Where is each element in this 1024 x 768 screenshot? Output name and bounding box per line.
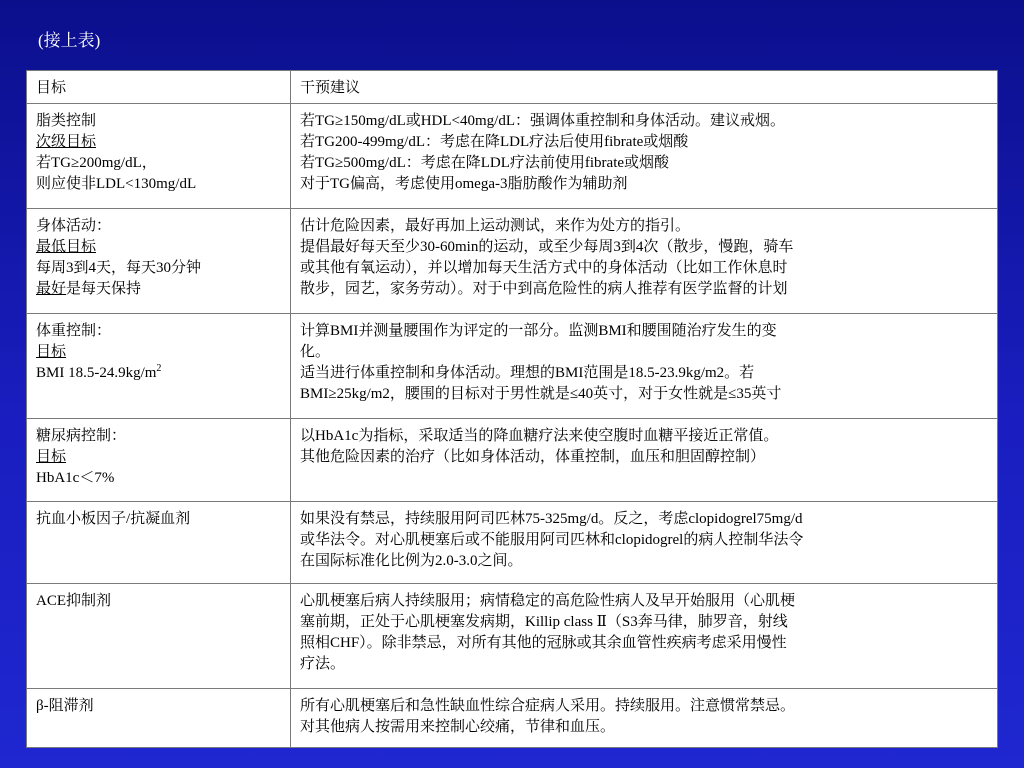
goal-line	[36, 111, 282, 132]
advice-line: 适当进行体重控制和身体活动。理想的BMI范围是18.5-23.9kg/m2。若	[300, 365, 755, 382]
advice-line: 在国际标准化比例为2.0-3.0之间。	[300, 552, 523, 569]
advice-line: 或其他有氧运动），并以增加每天生活方式中的身体活动（比如工作休息时	[300, 260, 788, 277]
goal-text: 抗血小板因子/抗凝血剂	[36, 510, 191, 527]
goal-text: ACE抑制剂	[36, 592, 112, 609]
goal-subheading: 最好	[36, 281, 67, 298]
goal-line	[36, 447, 282, 468]
goal-line	[36, 363, 282, 384]
goal-line	[36, 342, 282, 363]
goal-line	[36, 468, 282, 489]
goal-text: β-阻滞剂	[36, 697, 94, 714]
goal-line	[36, 426, 282, 447]
table-header-row	[27, 71, 998, 104]
advice-line: 化。	[300, 344, 331, 361]
goal-text: 若TG≥200mg/dL，	[36, 155, 157, 171]
advice-line: 计算BMI并测量腰围作为评定的一部分。监测BMI和腰围随治疗发生的变	[300, 323, 777, 340]
advice-line: 疗法。	[300, 655, 346, 672]
table-row	[27, 314, 998, 419]
goal-line	[36, 591, 282, 612]
table-row	[27, 104, 998, 209]
table-row	[27, 501, 998, 583]
advice-line: BMI≥25kg/m2，腰围的目标对于男性就是≤40英寸，对于女性就是≤35英寸	[300, 386, 782, 403]
goal-cell	[27, 314, 291, 419]
goal-text: 脂类控制	[36, 113, 97, 129]
advice-line: 若TG≥500mg/dL：考虑在降LDL疗法前使用fibrate或烟酸	[300, 155, 670, 171]
goal-line	[36, 321, 282, 342]
goal-cell	[27, 501, 291, 583]
advice-line: 对其他病人按需用来控制心绞痛，节律和血压。	[300, 718, 616, 735]
advice-line: 以HbA1c为指标，采取适当的降血糖疗法来使空腹时血糖平接近正常值。	[300, 428, 779, 445]
advice-cell	[291, 314, 998, 419]
advice-cell	[291, 583, 998, 688]
advice-line: 照相CHF）。除非禁忌，对所有其他的冠脉或其余血管性疾病考虑采用慢性	[300, 634, 787, 651]
header-advice: 干预建议	[291, 71, 998, 104]
goal-text: 体重控制：	[36, 323, 112, 340]
advice-line: 心肌梗塞后病人持续服用；病情稳定的高危险性病人及早开始服用（心肌梗	[300, 592, 796, 609]
table-row	[27, 209, 998, 314]
advice-cell	[291, 209, 998, 314]
table-row	[27, 583, 998, 688]
goal-subheading: 目标	[36, 449, 67, 466]
goal-text: 每周3到4天，每天30分钟	[36, 260, 202, 277]
goal-line	[36, 509, 282, 530]
advice-cell	[291, 419, 998, 501]
advice-line: 散步，园艺，家务劳动）。对于中到高危险性的病人推荐有医学监督的计划	[300, 281, 788, 298]
advice-line: 塞前期，正处于心肌梗塞发病期，Killip class Ⅱ（S3奔马律，肺罗音，射线	[300, 613, 788, 630]
table-row	[27, 688, 998, 747]
goal-cell	[27, 104, 291, 209]
page-title: (接上表)	[38, 31, 101, 50]
goal-cell	[27, 419, 291, 501]
goal-line	[36, 696, 282, 717]
goal-text: HbA1c＜7%	[36, 470, 115, 487]
advice-line: 所有心肌梗塞后和急性缺血性综合症病人采用。持续服用。注意惯常禁忌。	[300, 697, 796, 714]
advice-cell	[291, 688, 998, 747]
goal-line	[36, 132, 282, 153]
goal-line	[36, 216, 282, 237]
header-goal: 目标	[27, 71, 291, 104]
goal-text: 糖尿病控制：	[36, 428, 127, 445]
guideline-table-container	[26, 70, 998, 748]
goal-cell	[27, 688, 291, 747]
goal-line	[36, 279, 282, 300]
goal-text: 则应使非LDL<130mg/dL	[36, 176, 197, 192]
goal-text: BMI 18.5-24.9kg/m	[36, 365, 157, 382]
table-row	[27, 419, 998, 501]
advice-line: 或华法令。对心肌梗塞后或不能服用阿司匹林和clopidogrel的病人控制华法令	[300, 531, 804, 548]
goal-line	[36, 237, 282, 258]
goal-text: 身体活动：	[36, 218, 112, 235]
goal-subheading: 最低目标	[36, 239, 97, 256]
advice-cell	[291, 104, 998, 209]
goal-line	[36, 258, 282, 279]
superscript: 2	[156, 363, 162, 375]
goal-subheading: 次级目标	[36, 134, 97, 150]
advice-line: 提倡最好每天至少30-60min的运动，或至少每周3到4次（散步，慢跑，骑车	[300, 239, 794, 256]
goal-line	[36, 153, 282, 174]
advice-line: 若TG≥150mg/dL或HDL<40mg/dL：强调体重控制和身体活动。建议戒烟。	[300, 113, 786, 129]
advice-line: 对于TG偏高，考虑使用omega-3脂肪酸作为辅助剂	[300, 176, 628, 192]
goal-subheading: 目标	[36, 344, 67, 361]
advice-line: 估计危险因素，最好再加上运动测试，来作为处方的指引。	[300, 218, 691, 235]
advice-cell	[291, 501, 998, 583]
advice-line: 若TG200-499mg/dL：考虑在降LDL疗法后使用fibrate或烟酸	[300, 134, 689, 150]
goal-text: 是每天保持	[66, 281, 142, 298]
goal-cell	[27, 209, 291, 314]
goal-cell	[27, 583, 291, 688]
goal-line	[36, 174, 282, 195]
advice-line: 其他危险因素的治疗（比如身体活动，体重控制，血压和胆固醇控制）	[300, 449, 766, 466]
guideline-table	[26, 70, 998, 748]
advice-line: 如果没有禁忌，持续服用阿司匹林75-325mg/d。反之，考虑clopidogrel75mg/d	[300, 510, 803, 527]
